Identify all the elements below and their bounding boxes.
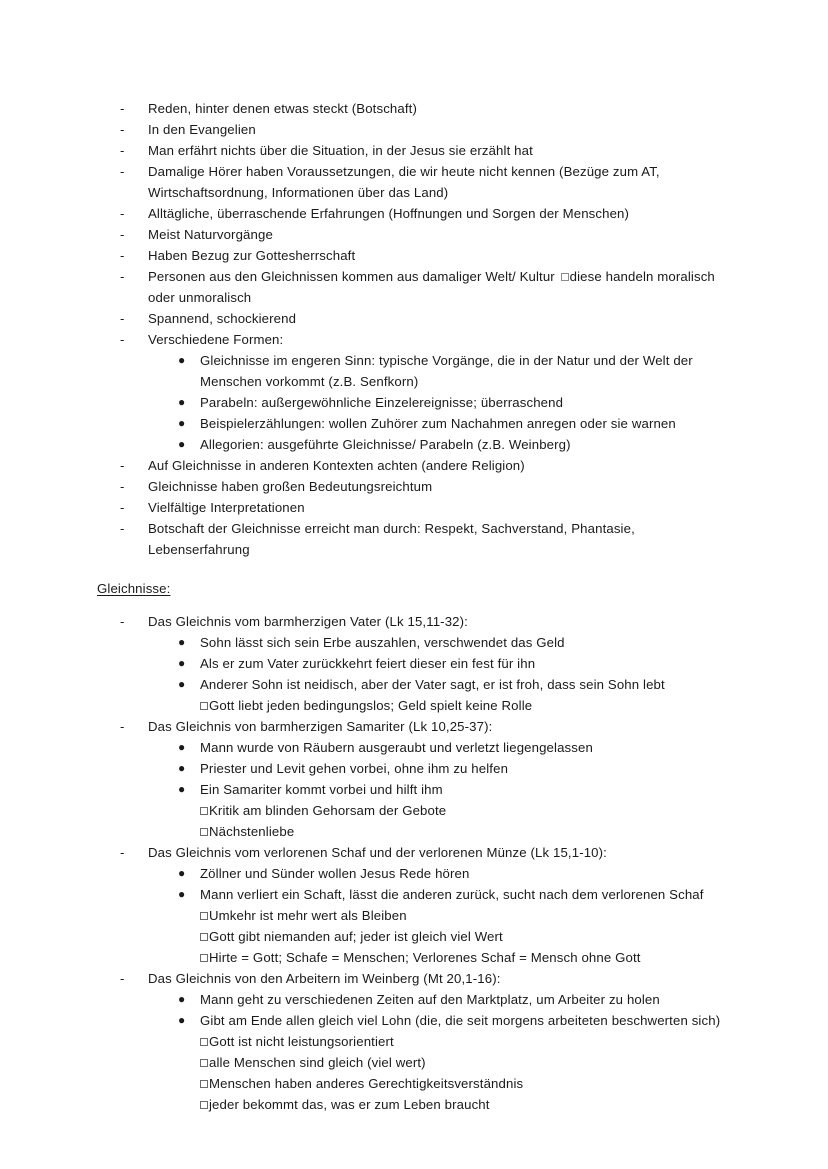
bullet-marker: ● (178, 437, 186, 451)
box-glyph-icon (200, 807, 208, 815)
parable-conclusion-text: Umkehr ist mehr wert als Bleiben (209, 908, 407, 923)
list-item-personen (97, 266, 722, 308)
dash-marker: - (120, 458, 125, 473)
parable-point-text: Als er zum Vater zurückkehrt feiert dieser ein fest für ihn (200, 656, 536, 671)
parable-entry (97, 968, 722, 1115)
dash-marker: - (120, 311, 125, 326)
section-heading: Gleichnisse: (97, 581, 171, 596)
list-item-text: Spannend, schockierend (148, 311, 297, 326)
dash-marker: - (120, 248, 125, 263)
bullet-marker: ● (178, 992, 186, 1006)
list-item-text: Gleichnisse haben großen Bedeutungsreichtum (148, 479, 433, 494)
box-glyph-icon (200, 912, 208, 920)
box-glyph-icon (200, 828, 208, 836)
box-glyph-icon (200, 1038, 208, 1046)
parable-conclusion-text: Gott liebt jeden bedingungslos; Geld spielt keine Rolle (209, 698, 533, 713)
list-item (97, 119, 722, 140)
box-glyph-icon (200, 1080, 208, 1088)
list-item (97, 518, 722, 560)
parable-title-row (97, 611, 722, 632)
parable-point-text: Ein Samariter kommt vorbei und hilft ihm (200, 782, 443, 797)
dash-marker: - (120, 332, 125, 347)
dash-marker: - (120, 971, 125, 986)
parable-conclusion (97, 947, 722, 968)
bullet-marker: ● (178, 395, 186, 409)
parable-title-row (97, 842, 722, 863)
sublist-item-text: Parabeln: außergewöhnliche Einzelereignisse; überraschend (200, 395, 564, 410)
bullet-marker: ● (178, 656, 186, 670)
parable-point-text: Priester und Levit gehen vorbei, ohne ihm zu helfen (200, 761, 509, 776)
list-item (97, 203, 722, 224)
parable-title: Das Gleichnis vom verlorenen Schaf und der verlorenen Münze (Lk 15,1-10): (148, 845, 607, 860)
parable-conclusion-text: jeder bekommt das, was er zum Leben braucht (209, 1097, 490, 1112)
dash-marker: - (120, 521, 125, 536)
list-item-text: Damalige Hörer haben Voraussetzungen, die wir heute nicht kennen (Bezüge zum AT, Wirtschaftsordnung, Informationen über das Land) (148, 164, 660, 200)
dash-marker: - (120, 479, 125, 494)
list-item (97, 161, 722, 203)
sublist-item (97, 434, 722, 455)
parable-point-text: Mann wurde von Räubern ausgeraubt und verletzt liegengelassen (200, 740, 593, 755)
dash-marker: - (120, 845, 125, 860)
list-item-text: In den Evangelien (148, 122, 256, 137)
parable-conclusion (97, 926, 722, 947)
bullet-marker: ● (178, 353, 186, 367)
list-item-text: Reden, hinter denen etwas steckt (Botschaft) (148, 101, 417, 116)
parable-point (97, 737, 722, 758)
list-item (97, 476, 722, 497)
intro-list (97, 98, 722, 350)
box-glyph-icon (200, 1101, 208, 1109)
box-glyph-icon (200, 933, 208, 941)
list-item (97, 224, 722, 245)
parable-conclusion (97, 800, 722, 821)
list-item-text: Haben Bezug zur Gottesherrschaft (148, 248, 356, 263)
sublist-item (97, 413, 722, 434)
parable-conclusion-text: Kritik am blinden Gehorsam der Gebote (209, 803, 447, 818)
parable-point (97, 863, 722, 884)
bullet-marker: ● (178, 761, 186, 775)
list-item (97, 329, 722, 350)
list-item-text: Meist Naturvorgänge (148, 227, 273, 242)
list-item (97, 98, 722, 119)
list-item-text-before: Personen aus den Gleichnissen kommen aus damaliger Welt/ Kultur (148, 269, 559, 284)
parable-conclusion (97, 1094, 722, 1115)
parable-point (97, 653, 722, 674)
document-body (97, 98, 722, 1115)
sublist-item-text: Gleichnisse im engeren Sinn: typische Vorgänge, die in der Natur und der Welt der Menschen vorkommt (z.B. Senfkorn) (200, 353, 693, 389)
parable-title-row (97, 968, 722, 989)
parable-conclusion (97, 905, 722, 926)
parable-point-text: Sohn lässt sich sein Erbe auszahlen, verschwendet das Geld (200, 635, 565, 650)
bullet-marker: ● (178, 1013, 186, 1027)
parable-point (97, 884, 722, 905)
parable-title: Das Gleichnis von barmherzigen Samariter (Lk 10,25-37): (148, 719, 493, 734)
list-item (97, 455, 722, 476)
box-glyph-icon (200, 954, 208, 962)
parable-conclusion (97, 1031, 722, 1052)
dash-marker: - (120, 164, 125, 179)
dash-marker: - (120, 500, 125, 515)
parable-conclusion (97, 695, 722, 716)
parable-point (97, 779, 722, 800)
parable-conclusion-text: Menschen haben anderes Gerechtigkeitsverständnis (209, 1076, 524, 1091)
bullet-marker: ● (178, 635, 186, 649)
list-item-text: Alltägliche, überraschende Erfahrungen (Hoffnungen und Sorgen der Menschen) (148, 206, 630, 221)
dash-marker: - (120, 206, 125, 221)
bullet-marker: ● (178, 866, 186, 880)
parable-point-text: Zöllner und Sünder wollen Jesus Rede hören (200, 866, 470, 881)
box-glyph-icon (200, 702, 208, 710)
sublist-item-text: Allegorien: ausgeführte Gleichnisse/ Parabeln (z.B. Weinberg) (200, 437, 571, 452)
parable-point-text: Anderer Sohn ist neidisch, aber der Vater sagt, er ist froh, dass sein Sohn lebt (200, 677, 665, 692)
sublist-item (97, 350, 722, 392)
box-glyph-icon (561, 273, 569, 281)
parable-conclusion (97, 821, 722, 842)
sublist-item (97, 392, 722, 413)
parable-entry (97, 716, 722, 842)
sublist-item-text: Beispielerzählungen: wollen Zuhörer zum Nachahmen anregen oder sie warnen (200, 416, 676, 431)
list-item (97, 497, 722, 518)
parable-point (97, 632, 722, 653)
parable-point-text: Mann geht zu verschiedenen Zeiten auf den Marktplatz, um Arbeiter zu holen (200, 992, 660, 1007)
parable-title: Das Gleichnis vom barmherzigen Vater (Lk 15,11-32): (148, 614, 468, 629)
dash-marker: - (120, 101, 125, 116)
parable-entry (97, 842, 722, 968)
list-item-text: Man erfährt nichts über die Situation, in der Jesus sie erzählt hat (148, 143, 533, 158)
parable-conclusion-text: alle Menschen sind gleich (viel wert) (209, 1055, 426, 1070)
dash-marker: - (120, 614, 125, 629)
parable-conclusion-text: Gott gibt niemanden auf; jeder ist gleich viel Wert (209, 929, 503, 944)
parable-point (97, 1010, 722, 1031)
list-item (97, 245, 722, 266)
parable-conclusion (97, 1052, 722, 1073)
bullet-marker: ● (178, 740, 186, 754)
parable-point (97, 758, 722, 779)
list-item (97, 140, 722, 161)
list-item-text: Auf Gleichnisse in anderen Kontexten achten (andere Religion) (148, 458, 525, 473)
parable-conclusion-text: Hirte = Gott; Schafe = Menschen; Verlorenes Schaf = Mensch ohne Gott (209, 950, 641, 965)
list-item-text: Vielfältige Interpretationen (148, 500, 305, 515)
bullet-marker: ● (178, 782, 186, 796)
list-item-text: Botschaft der Gleichnisse erreicht man durch: Respekt, Sachverstand, Phantasie, Lebenserfahrung (148, 521, 635, 557)
parable-title: Das Gleichnis von den Arbeitern im Weinberg (Mt 20,1-16): (148, 971, 501, 986)
list-item (97, 308, 722, 329)
parable-entry (97, 611, 722, 716)
parable-conclusion (97, 1073, 722, 1094)
parable-point-text: Gibt am Ende allen gleich viel Lohn (die, die seit morgens arbeiteten beschwerten sich) (200, 1013, 721, 1028)
parable-point (97, 674, 722, 695)
dash-marker: - (120, 719, 125, 734)
parable-conclusion-text: Gott ist nicht leistungsorientiert (209, 1034, 394, 1049)
dash-marker: - (120, 143, 125, 158)
bullet-marker: ● (178, 677, 186, 691)
section-heading-row (97, 578, 722, 599)
bullet-marker: ● (178, 416, 186, 430)
parable-conclusion-text: Nächstenliebe (209, 824, 295, 839)
box-glyph-icon (200, 1059, 208, 1067)
parable-point-text: Mann verliert ein Schaft, lässt die anderen zurück, sucht nach dem verlorenen Schaf (200, 887, 704, 902)
formen-sublist (97, 350, 722, 455)
dash-marker: - (120, 227, 125, 242)
parable-title-row (97, 716, 722, 737)
dash-marker: - (120, 269, 125, 284)
list-item-text-after: diese handeln moralisch oder unmoralisch (148, 269, 715, 305)
intro-list-continued (97, 455, 722, 560)
list-item-text: Verschiedene Formen: (148, 332, 284, 347)
dash-marker: - (120, 122, 125, 137)
bullet-marker: ● (178, 887, 186, 901)
parable-point (97, 989, 722, 1010)
